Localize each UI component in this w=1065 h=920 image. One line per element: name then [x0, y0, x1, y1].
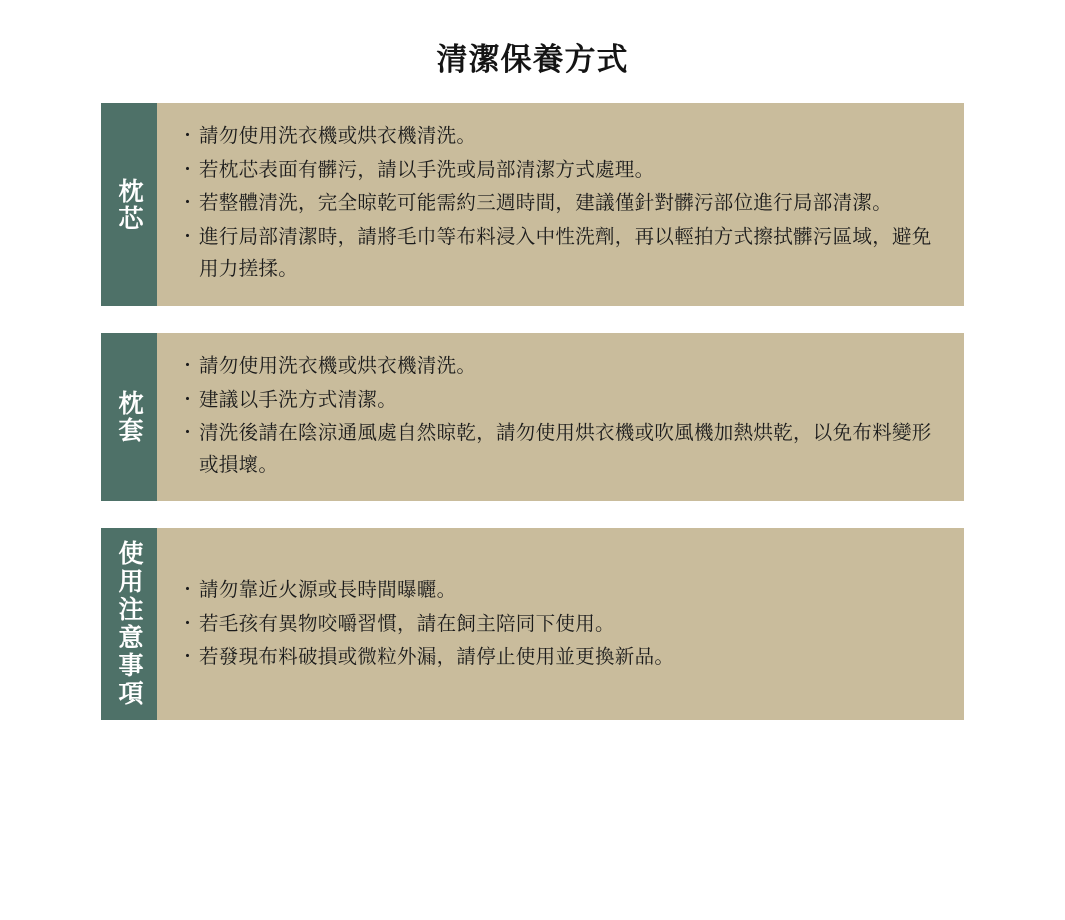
bullet-icon: ・ [179, 647, 196, 667]
list-item [179, 642, 944, 674]
page-title: 清潔保養方式 [436, 42, 629, 77]
bullet-icon: ・ [179, 356, 196, 376]
list-item-text: 請勿靠近火源或長時間曝曬。 [199, 579, 457, 602]
list-item [179, 609, 944, 641]
list-item [179, 418, 944, 481]
list-item-text: 若整體清洗，完全晾乾可能需約三週時間，建議僅針對髒污部位進行局部清潔。 [199, 192, 893, 215]
section-body-pillow-case [157, 333, 964, 501]
section-pillow-case [101, 333, 964, 501]
list-item-text: 請勿使用洗衣機或烘衣機清洗。 [199, 125, 477, 148]
bullet-icon: ・ [179, 613, 196, 633]
bullet-icon: ・ [179, 389, 196, 409]
bullet-icon: ・ [179, 193, 196, 213]
bullet-icon: ・ [179, 580, 196, 600]
bullet-icon: ・ [179, 159, 196, 179]
list-item-text: 若毛孩有異物咬嚼習慣，請在飼主陪同下使用。 [199, 612, 615, 635]
list-item-text: 請勿使用洗衣機或烘衣機清洗。 [199, 355, 477, 378]
list-item-text: 建議以手洗方式清潔。 [199, 388, 398, 411]
list-item [179, 351, 944, 383]
section-body-pillow-core [157, 103, 964, 306]
section-body-usage-notes [157, 528, 964, 720]
list-item [179, 155, 944, 187]
list-item-text: 清洗後請在陰涼通風處自然晾乾，請勿使用烘衣機或吹風機加熱烘乾，以免布料變形或損壞。 [199, 422, 932, 476]
section-label-pillow-core: 枕芯 [101, 103, 157, 306]
list-item-text: 若枕芯表面有髒污，請以手洗或局部清潔方式處理。 [199, 158, 655, 181]
list-item [179, 575, 944, 607]
list-item-text: 進行局部清潔時，請將毛巾等布料浸入中性洗劑，再以輕拍方式擦拭髒污區域，避免用力搓揉。 [199, 225, 932, 280]
list-item [179, 188, 944, 220]
section-usage-notes [101, 528, 964, 720]
bullet-icon: ・ [179, 226, 196, 246]
list-item [179, 222, 944, 285]
bullet-icon: ・ [179, 423, 196, 443]
bullet-icon: ・ [179, 126, 196, 146]
list-item [179, 121, 944, 153]
section-pillow-core [101, 103, 964, 306]
section-label-pillow-case: 枕套 [101, 333, 157, 501]
care-sections [0, 103, 1065, 720]
section-label-usage-notes: 使用注意事項 [101, 528, 157, 720]
list-item [179, 385, 944, 417]
list-item-text: 若發現布料破損或微粒外漏，請停止使用並更換新品。 [199, 646, 675, 669]
